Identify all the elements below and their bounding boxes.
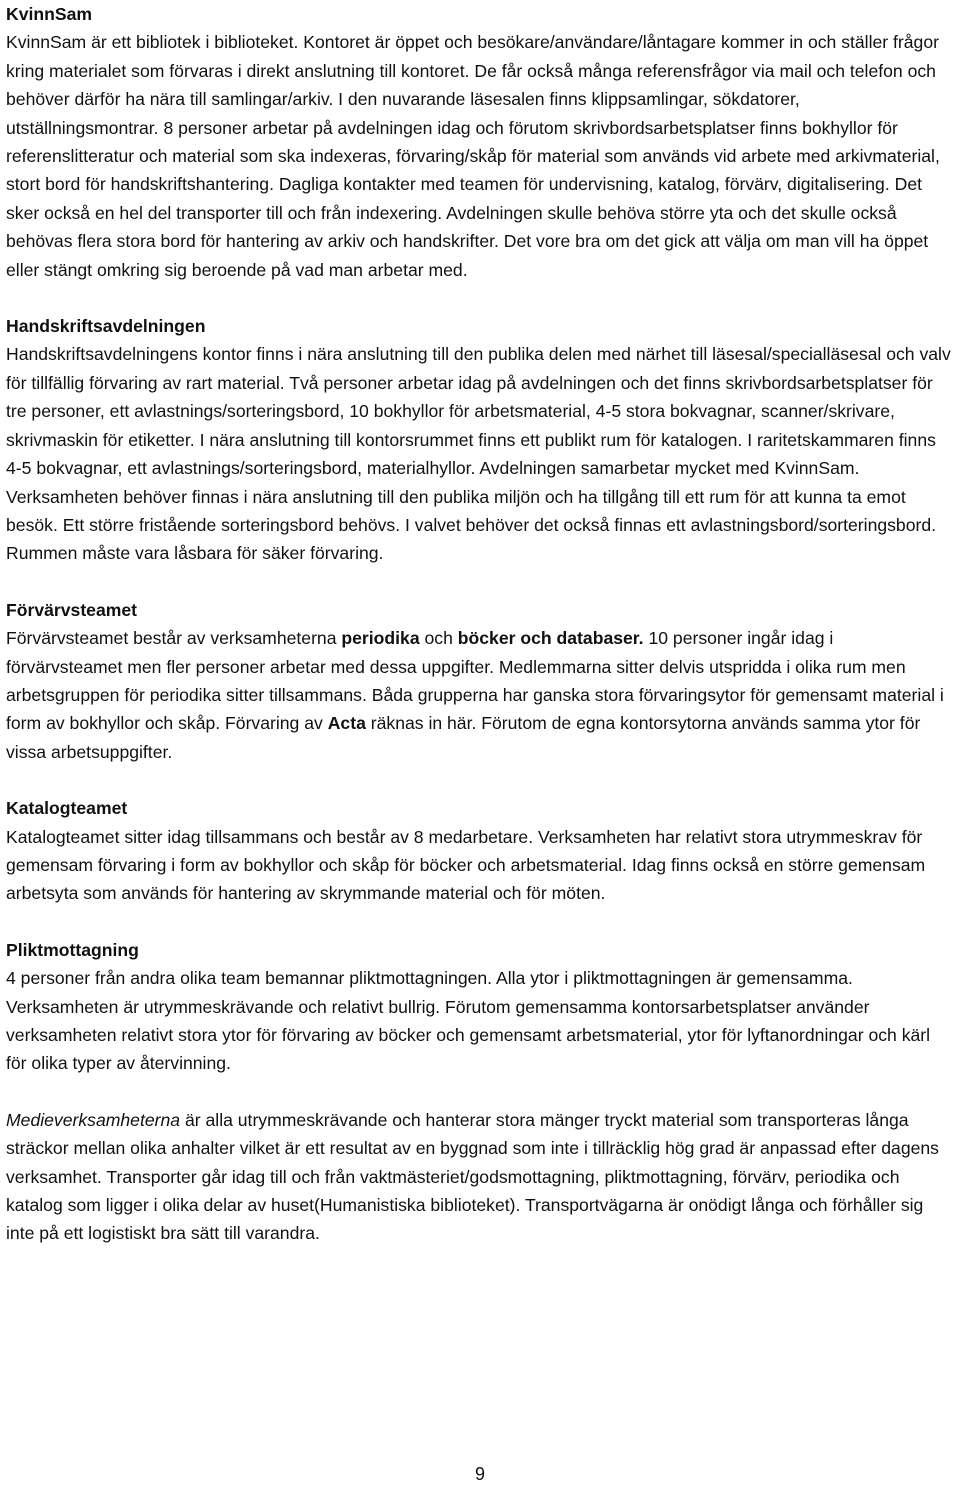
section-body-katalog: Katalogteamet sitter idag tillsammans och består av 8 medarbetare. Verksamheten har relativt stora utrymmeskrav för gemensam förvaring i form av bokhyllor och skåp för böcker och arbetsmaterial. Idag finns också en större gemensam arbetsyta som används för hantering av skrymmande material och för möten.: [6, 826, 926, 904]
section-body-forvarv-part-1: Förvärvsteamet består av verksamheterna: [6, 628, 342, 649]
section-body-plikt: 4 personer från andra olika team bemannar pliktmottagningen. Alla ytor i pliktmottagningen är gemensamma. Verksamheten är utrymmeskrävande och relativt bullrig. Förutom gemensamma kontorsarbetsplatser använder verksamheten relativt stora ytor för förvaring av böcker och gemensamt arbetsmaterial, ytor för lyftanordningar och kärl för olika typer av återvinning.: [6, 968, 931, 1074]
section-body-kvinnsam: KvinnSam är ett bibliotek i biblioteket. Kontoret är öppet och besökare/användare/låntagare kommer in och ställer frågor kring materialet som förvaras i direkt anslutning till kontoret. De får också många referensfrågor via mail och telefon och behöver därför ha nära till samlingar/arkiv. I den nuvarande läsesalen finns klippsamlingar, sökdatorer, utställningsmontrar. 8 personer arbetar på avdelningen idag och förutom skrivbordsarbetsplatser finns bokhyllor för referenslitteratur och material som ska indexeras, förvaring/skåp för material som används vid arbete med arkivmaterial, stort bord för handskriftshantering. Dagliga kontakter med teamen för undervisning, katalog, förvärv, digitalisering. Det sker också en hel del transporter till och från indexering. Avdelningen skulle behöva större yta och det skulle också behövas flera stora bord för hantering av arkiv och handskrifter. Det vore bra om det gick att välja om man vill ha öppet eller stängt omkring sig beroende på vad man arbetar med.: [6, 32, 940, 280]
section-plikt: [6, 936, 954, 1078]
section-heading-handskrift: Handskriftsavdelningen: [6, 316, 206, 337]
document-page: [6, 0, 954, 1248]
section-heading-forvarv: Förvärvsteamet: [6, 599, 138, 620]
section-heading-kvinnsam: KvinnSam: [6, 4, 93, 24]
section-body-handskrift: Handskriftsavdelningens kontor finns i nära anslutning till den publika delen med närhet till läsesal/specialläsesal och valv för tillfällig förvaring av rart material. Två personer arbetar idag på avdelningen och det finns skrivbordsarbetsplatser för tre personer, ett avlastnings/sorteringsbord, 10 bokhyllor för arbetsmaterial, 4-5 stora bokvagnar, scanner/skrivare, skrivmaskin för etiketter. I nära anslutning till kontorsrummet finns ett publikt rum för katalogen. I raritetskammaren finns 4-5 bokvagnar, ett avlastnings/sorteringsbord, materialhyllor. Avdelningen samarbetar mycket med KvinnSam. Verksamheten behöver finnas i nära anslutning till den publika miljön och ha tillgång till ett rum för att kunna ta emot besök. Ett större fristående sorteringsbord behövs. I valvet behöver det också finnas ett avlastningsbord/sorteringsbord. Rummen måste vara låsbara för säker förvaring.: [6, 344, 951, 564]
section-heading-katalog: Katalogteamet: [6, 798, 128, 819]
section-body-forvarv-part-2: och: [419, 628, 458, 649]
section-katalog: [6, 794, 954, 908]
bold-term-bocker-databaser: böcker och databaser.: [457, 628, 644, 649]
section-heading-plikt: Pliktmottagning: [6, 939, 139, 960]
section-body-forvarv-part-4: räknas in här. Förutom de egna kontorsytorna används samma ytor för vissa arbetsuppgifter.: [6, 713, 921, 762]
section-kvinnsam: [6, 0, 954, 284]
section-medie: [6, 1106, 954, 1248]
italic-lead-medieverksamheterna: Medieverksamheterna: [6, 1109, 181, 1130]
page-number: 9: [474, 1464, 485, 1484]
section-body-medie: är alla utrymmeskrävande och hanterar stora mänger tryckt material som transporteras långa sträckor mellan olika anhalter vilket är ett resultat av en byggnad som inte i tillräcklig hög grad är anpassad efter dagens verksamhet. Transporter går idag till och från vaktmästeriet/godsmottagning, pliktmottagning, förvärv, periodika och katalog som ligger i olika delar av huset(Humanistiska biblioteket). Transportvägarna är onödigt långa och förhåller sig inte på ett logistiskt bra sätt till varandra.: [6, 1109, 939, 1244]
section-body-forvarv-part-3: 10 personer ingår idag i förvärvsteamet men fler personer arbetar med dessa uppgifter. Medlemmarna sitter delvis utspridda i olika rum men arbetsgruppen för periodika sitter tillsammans. Båda grupperna har ganska stora förvaringsytor för gemensamt material i form av bokhyllor och skåp. Förvaring av: [6, 628, 944, 734]
bold-term-acta: Acta: [327, 713, 366, 734]
section-forvarv: [6, 596, 954, 766]
bold-term-periodika: periodika: [341, 628, 420, 649]
section-handskrift: [6, 312, 954, 568]
